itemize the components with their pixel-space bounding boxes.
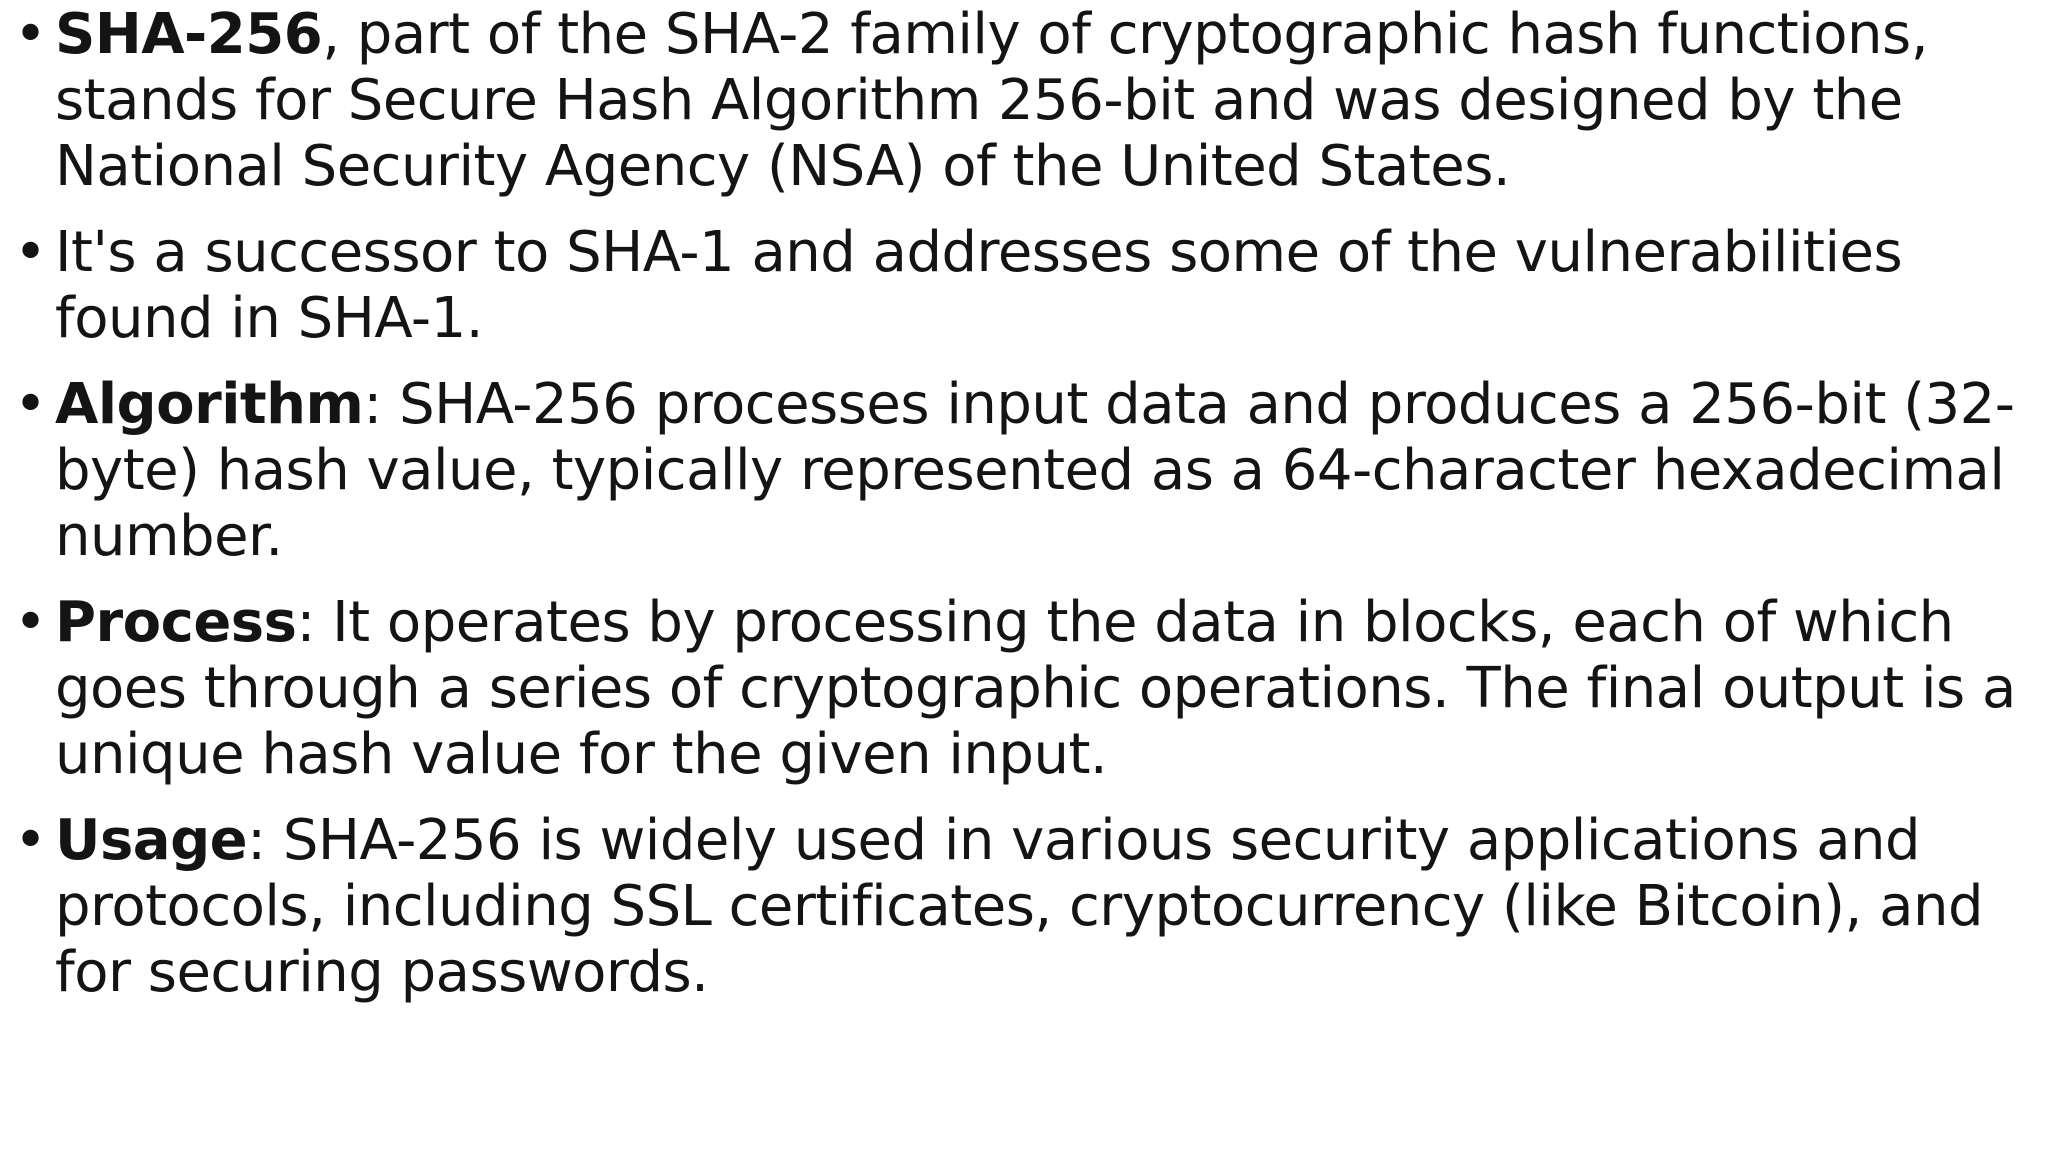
bullet-dot-icon: • <box>14 590 47 655</box>
bullet-list <box>14 2 2024 1026</box>
bullet-item-sha256 <box>14 2 2024 200</box>
bullet-term: SHA-256 <box>55 2 323 67</box>
bullet-text: , part of the SHA-2 family of cryptographic hash functions, stands for Secure Hash Algorithm 256-bit and was designed by the National Security Agency (NSA) of the United States. <box>55 2 1929 199</box>
bullet-text: : It operates by processing the data in blocks, each of which goes through a series of cryptographic operations. The final output is a unique hash value for the given input. <box>55 590 2016 787</box>
bullet-item-successor <box>14 220 2024 352</box>
bullet-item-algorithm <box>14 372 2024 570</box>
bullet-item-process <box>14 590 2024 788</box>
bullet-dot-icon: • <box>14 2 47 67</box>
bullet-text: It's a successor to SHA-1 and addresses some of the vulnerabilities found in SHA-1. <box>55 220 1903 351</box>
bullet-term: Algorithm <box>55 372 364 437</box>
bullet-dot-icon: • <box>14 220 47 285</box>
bullet-text: : SHA-256 is widely used in various security applications and protocols, including SSL certificates, cryptocurrency (like Bitcoin), and for securing passwords. <box>55 808 1983 1005</box>
bullet-term: Process <box>55 590 297 655</box>
bullet-item-usage <box>14 808 2024 1006</box>
bullet-dot-icon: • <box>14 372 47 437</box>
bullet-dot-icon: • <box>14 808 47 873</box>
bullet-text: : SHA-256 processes input data and produces a 256-bit (32-byte) hash value, typically represented as a 64-character hexadecimal number. <box>55 372 2015 569</box>
bullet-term: Usage <box>55 808 248 873</box>
